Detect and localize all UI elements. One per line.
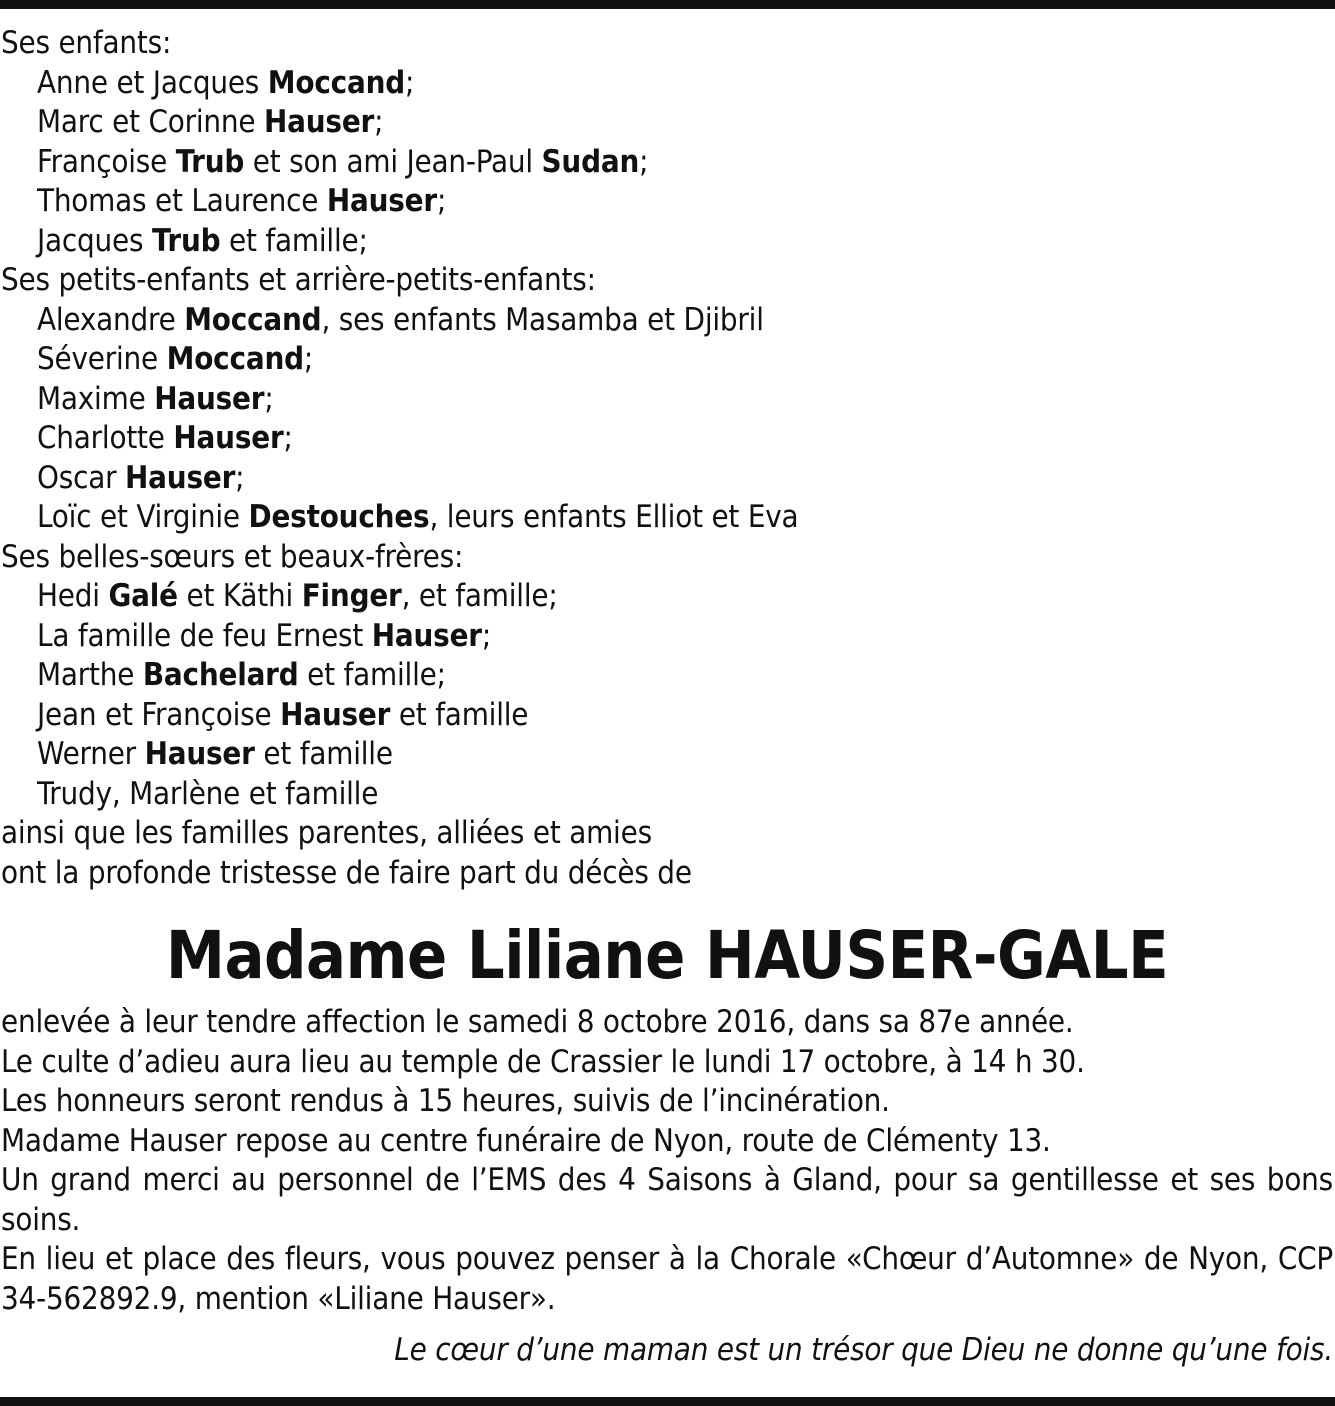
family-line: Trudy, Marlène et famille bbox=[37, 775, 379, 812]
announce-line: ont la profonde tristesse de faire part du décès de bbox=[1, 854, 692, 891]
family-line: Jacques Trub et famille; bbox=[37, 222, 368, 259]
family-line: Thomas et Laurence Hauser; bbox=[37, 183, 447, 219]
family-line: Werner Hauser et famille bbox=[37, 736, 393, 772]
family-line: Marthe Bachelard et famille; bbox=[37, 657, 446, 693]
detail-line: Les honneurs seront rendus à 15 heures, suivis de l’incinération. bbox=[1, 1083, 890, 1119]
detail-line: enlevée à leur tendre affection le samedi 8 octobre 2016, dans sa 87e année. bbox=[1, 1004, 1074, 1040]
family-line: Marc et Corinne Hauser; bbox=[37, 104, 384, 140]
deceased-name: Madame Liliane HAUSER-GALE bbox=[165, 917, 1169, 994]
inlaws-heading: Ses belles-sœurs et beaux-frères: bbox=[1, 538, 464, 575]
family-line: Jean et Françoise Hauser et famille bbox=[37, 696, 529, 733]
detail-line: Un grand merci au personnel de l’EMS des 4 Saisons à Gland, pour sa gentillesse et ses bons soins. bbox=[1, 1162, 1333, 1238]
grandchildren-heading: Ses petits-enfants et arrière-petits-enfants: bbox=[1, 262, 596, 298]
children-heading: Ses enfants: bbox=[1, 25, 172, 61]
top-rule bbox=[0, 0, 1335, 9]
bottom-rule bbox=[0, 1397, 1335, 1406]
family-line: Hedi Galé et Käthi Finger, et famille; bbox=[37, 578, 558, 614]
detail-line: Madame Hauser repose au centre funéraire de Nyon, route de Clémenty 13. bbox=[1, 1122, 1051, 1159]
family-line: Alexandre Moccand, ses enfants Masamba et Djibril bbox=[37, 301, 764, 338]
family-line: Oscar Hauser; bbox=[37, 459, 245, 496]
closing-quote: Le cœur d’une maman est un trésor que Dieu ne donne qu’une fois. bbox=[394, 1332, 1333, 1368]
detail-line: Le culte d’adieu aura lieu au temple de Crassier le lundi 17 octobre, à 14 h 30. bbox=[1, 1043, 1085, 1080]
family-line: Séverine Moccand; bbox=[37, 341, 314, 377]
families-line: ainsi que les familles parentes, alliées et amies bbox=[1, 815, 652, 851]
family-line: Maxime Hauser; bbox=[37, 380, 274, 417]
family-line: Anne et Jacques Moccand; bbox=[37, 64, 415, 101]
detail-line: En lieu et place des fleurs, vous pouvez penser à la Chorale «Chœur d’Automne» de Nyon, CCP 34-562892.9, mention «Liliane Hauser». bbox=[1, 1241, 1333, 1317]
family-line: La famille de feu Ernest Hauser; bbox=[37, 617, 492, 654]
family-line: Loïc et Virginie Destouches, leurs enfants Elliot et Eva bbox=[37, 499, 799, 535]
family-line: Charlotte Hauser; bbox=[37, 420, 293, 456]
family-line: Françoise Trub et son ami Jean-Paul Sudan; bbox=[37, 143, 649, 180]
obituary-notice bbox=[1, 24, 1333, 1371]
